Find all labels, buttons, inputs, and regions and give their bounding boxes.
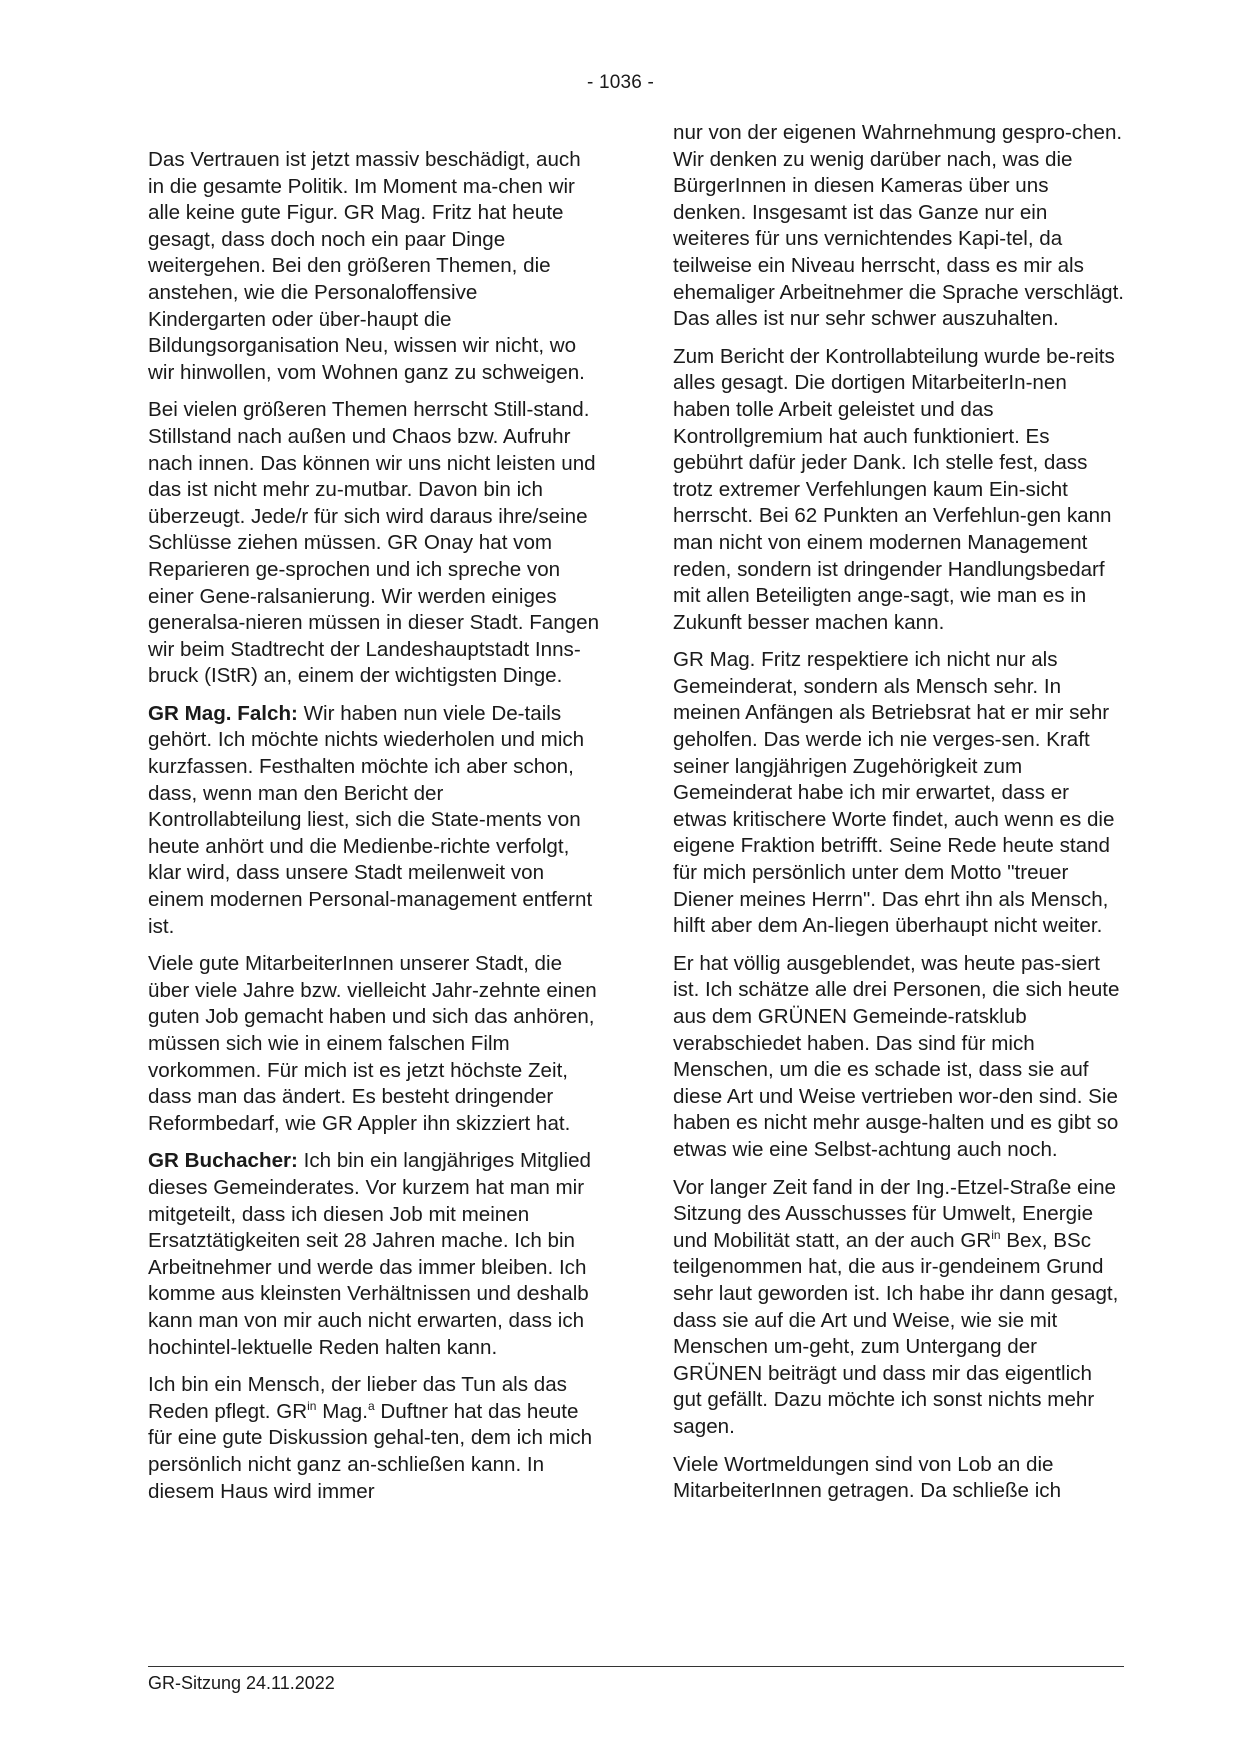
speaker-name: GR Mag. Falch: [148, 701, 298, 725]
paragraph-text: Bei vielen größeren Themen herrscht Still-stand. Stillstand nach außen und Chaos bzw. Aufruhr nach innen. Das können wir uns nicht leisten und das ist nicht mehr zu-mutbar. Davon bin ich überzeugt. Jede/r für sich wird daraus ihre/seine Schlüsse ziehen müssen. GR Onay hat vom Reparieren ge-sprochen und ich spreche von einer Gene-ralsanierung. Wir werden einiges generalsa-nieren müssen in dieser Stadt. Fangen wir beim Stadtrecht der Landeshauptstadt Inns-bruck (IStR) an, einem der wichtigsten Dinge. [148, 398, 600, 688]
paragraph-text: Viele gute MitarbeiterInnen unserer Stadt, die über viele Jahre bzw. vielleicht Jahr-zehnte einen guten Job gemacht haben und sich das anhören, müssen sich wie in einem falschen Film vorkommen. Für mich ist es jetzt höchste Zeit, dass man das ändert. Es besteht dringender Reformbedarf, wie GR Appler ihn skizziert hat. [148, 952, 597, 1135]
paragraph-text: Wir haben nun viele De-tails gehört. Ich möchte nichts wiederholen und mich kurzfassen. Festhalten möchte ich aber schon, dass, wenn man den Bericht der Kontrollabteilung liest, sich die State-ments von heute anhört und die Medienbe-richte verfolgt, klar wird, dass unsere Stadt meilenweit von einem modernen Personal-management entfernt ist. [148, 701, 593, 938]
paragraph [673, 1175, 1125, 1441]
paragraph [673, 1452, 1125, 1505]
paragraph-text: Viele Wortmeldungen sind von Lob an die MitarbeiterInnen getragen. Da schließe ich [673, 1452, 1062, 1503]
paragraph-text: Er hat völlig ausgeblendet, was heute pas-siert ist. Ich schätze alle drei Personen, die sich heute aus dem GRÜNEN Gemeinde-ratsklub verabschiedet haben. Das sind für mich Menschen, um die es schade ist, dass sie auf diese Art und Weise vertrieben wor-den sind. Sie haben es nicht mehr ausge-halten und es gibt so etwas wie eine Selbst-achtung auch noch. [673, 951, 1120, 1161]
paragraph-text: Vor langer Zeit fand in der Ing.-Etzel-Straße eine Sitzung des Ausschusses für Umwelt, Energie und Mobilität statt, an der auch GR [673, 1175, 1116, 1252]
paragraph [148, 701, 600, 940]
speaker-name: GR Buchacher: [148, 1149, 298, 1173]
left-column [148, 147, 600, 1516]
paragraph-text: Zum Bericht der Kontrollabteilung wurde be-reits alles gesagt. Die dortigen MitarbeiterIn-nen haben tolle Arbeit geleistet und das Kontrollgremium hat auch funktioniert. Es gebührt dafür jeder Dank. Ich stelle fest, dass trotz extremer Verfehlungen kaum Ein-sicht herrscht. Bei 62 Punkten an Verfehlun-gen kann man nicht von einem modernen Management reden, sondern ist dringender Handlungsbedarf mit allen Beteiligten ange-sagt, wie man es in Zukunft besser machen kann. [673, 344, 1115, 634]
paragraph [148, 147, 600, 386]
paragraph [673, 951, 1125, 1164]
footer-divider [148, 1666, 1124, 1667]
footer-session-date: GR-Sitzung 24.11.2022 [148, 1673, 335, 1693]
paragraph-text: GR Mag. Fritz respektiere ich nicht nur als Gemeinderat, sondern als Mensch sehr. In meinen Anfängen als Betriebsrat hat er mir sehr geholfen. Das werde ich nie verges-sen. Kraft seiner langjährigen Zugehörigkeit zum Gemeinderat habe ich mir erwartet, dass er etwas kritischere Worte findet, auch wenn es die eigene Fraktion betrifft. Seine Rede heute stand für mich persönlich unter dem Motto "treuer Diener meines Herrn". Das ehrt ihn als Mensch, hilft aber dem An-liegen überhaupt nicht weiter. [673, 648, 1115, 938]
superscript: a [367, 1398, 375, 1413]
right-column [673, 120, 1125, 1516]
paragraph [148, 397, 600, 690]
superscript: in [991, 1227, 1001, 1242]
paragraph [148, 951, 600, 1137]
paragraph-text: Das Vertrauen ist jetzt massiv beschädigt, auch in die gesamte Politik. Im Moment ma-chen wir alle keine gute Figur. GR Mag. Fritz hat heute gesagt, dass doch noch ein paar Dinge weitergehen. Bei den größeren Themen, die anstehen, wie die Personaloffensive Kindergarten oder über-haupt die Bildungsorganisation Neu, wissen wir nicht, wo wir hinwollen, vom Wohnen ganz zu schweigen. [148, 148, 585, 384]
page-number: - 1036 - [586, 72, 655, 93]
paragraph-text: Bex, BSc teilgenommen hat, die aus ir-gendeinem Grund sehr laut geworden ist. Ich habe ihr dann gesagt, dass sie auf die Art und Weise, wie sie mit Menschen um-geht, zum Untergang der GRÜNEN beiträgt und dass mir das eigentlich gut gefällt. Dazu möchte ich sonst nichts mehr sagen. [673, 1228, 1119, 1438]
paragraph-text: Ich bin ein langjähriges Mitglied dieses Gemeinderates. Vor kurzem hat man mir mitgeteilt, dass ich diesen Job mit meinen Ersatztätigkeiten seit 28 Jahren mache. Ich bin Arbeitnehmer und werde das immer bleiben. Ich komme aus kleinsten Verhältnissen und deshalb kann man von mir auch nicht erwarten, dass ich hochintel-lektuelle Reden halten kann. [148, 1149, 591, 1359]
paragraph-text: Ich bin ein Mensch, der lieber das Tun als das Reden pflegt. GR [148, 1373, 567, 1423]
paragraph [673, 647, 1125, 940]
superscript: in [307, 1398, 317, 1413]
paragraph [673, 344, 1125, 637]
paragraph-text: nur von der eigenen Wahrnehmung gespro-chen. Wir denken zu wenig darüber nach, was die BürgerInnen in diesen Kameras über uns denken. Insgesamt ist das Ganze nur ein weiteres für uns vernichtendes Kapi-tel, da teilweise ein Niveau herrscht, dass es mir als ehemaliger Arbeitnehmer die Sprache verschlägt. Das alles ist nur sehr schwer auszuhalten. [673, 121, 1125, 331]
paragraph-text: Duftner hat das heute für eine gute Diskussion gehal-ten, dem ich mich persönlich nicht ganz an-schließen kann. In diesem Haus wird immer [148, 1399, 593, 1503]
paragraph [148, 1148, 600, 1361]
paragraph-text: Mag. [316, 1399, 368, 1423]
paragraph [148, 1372, 600, 1505]
paragraph [673, 120, 1125, 333]
